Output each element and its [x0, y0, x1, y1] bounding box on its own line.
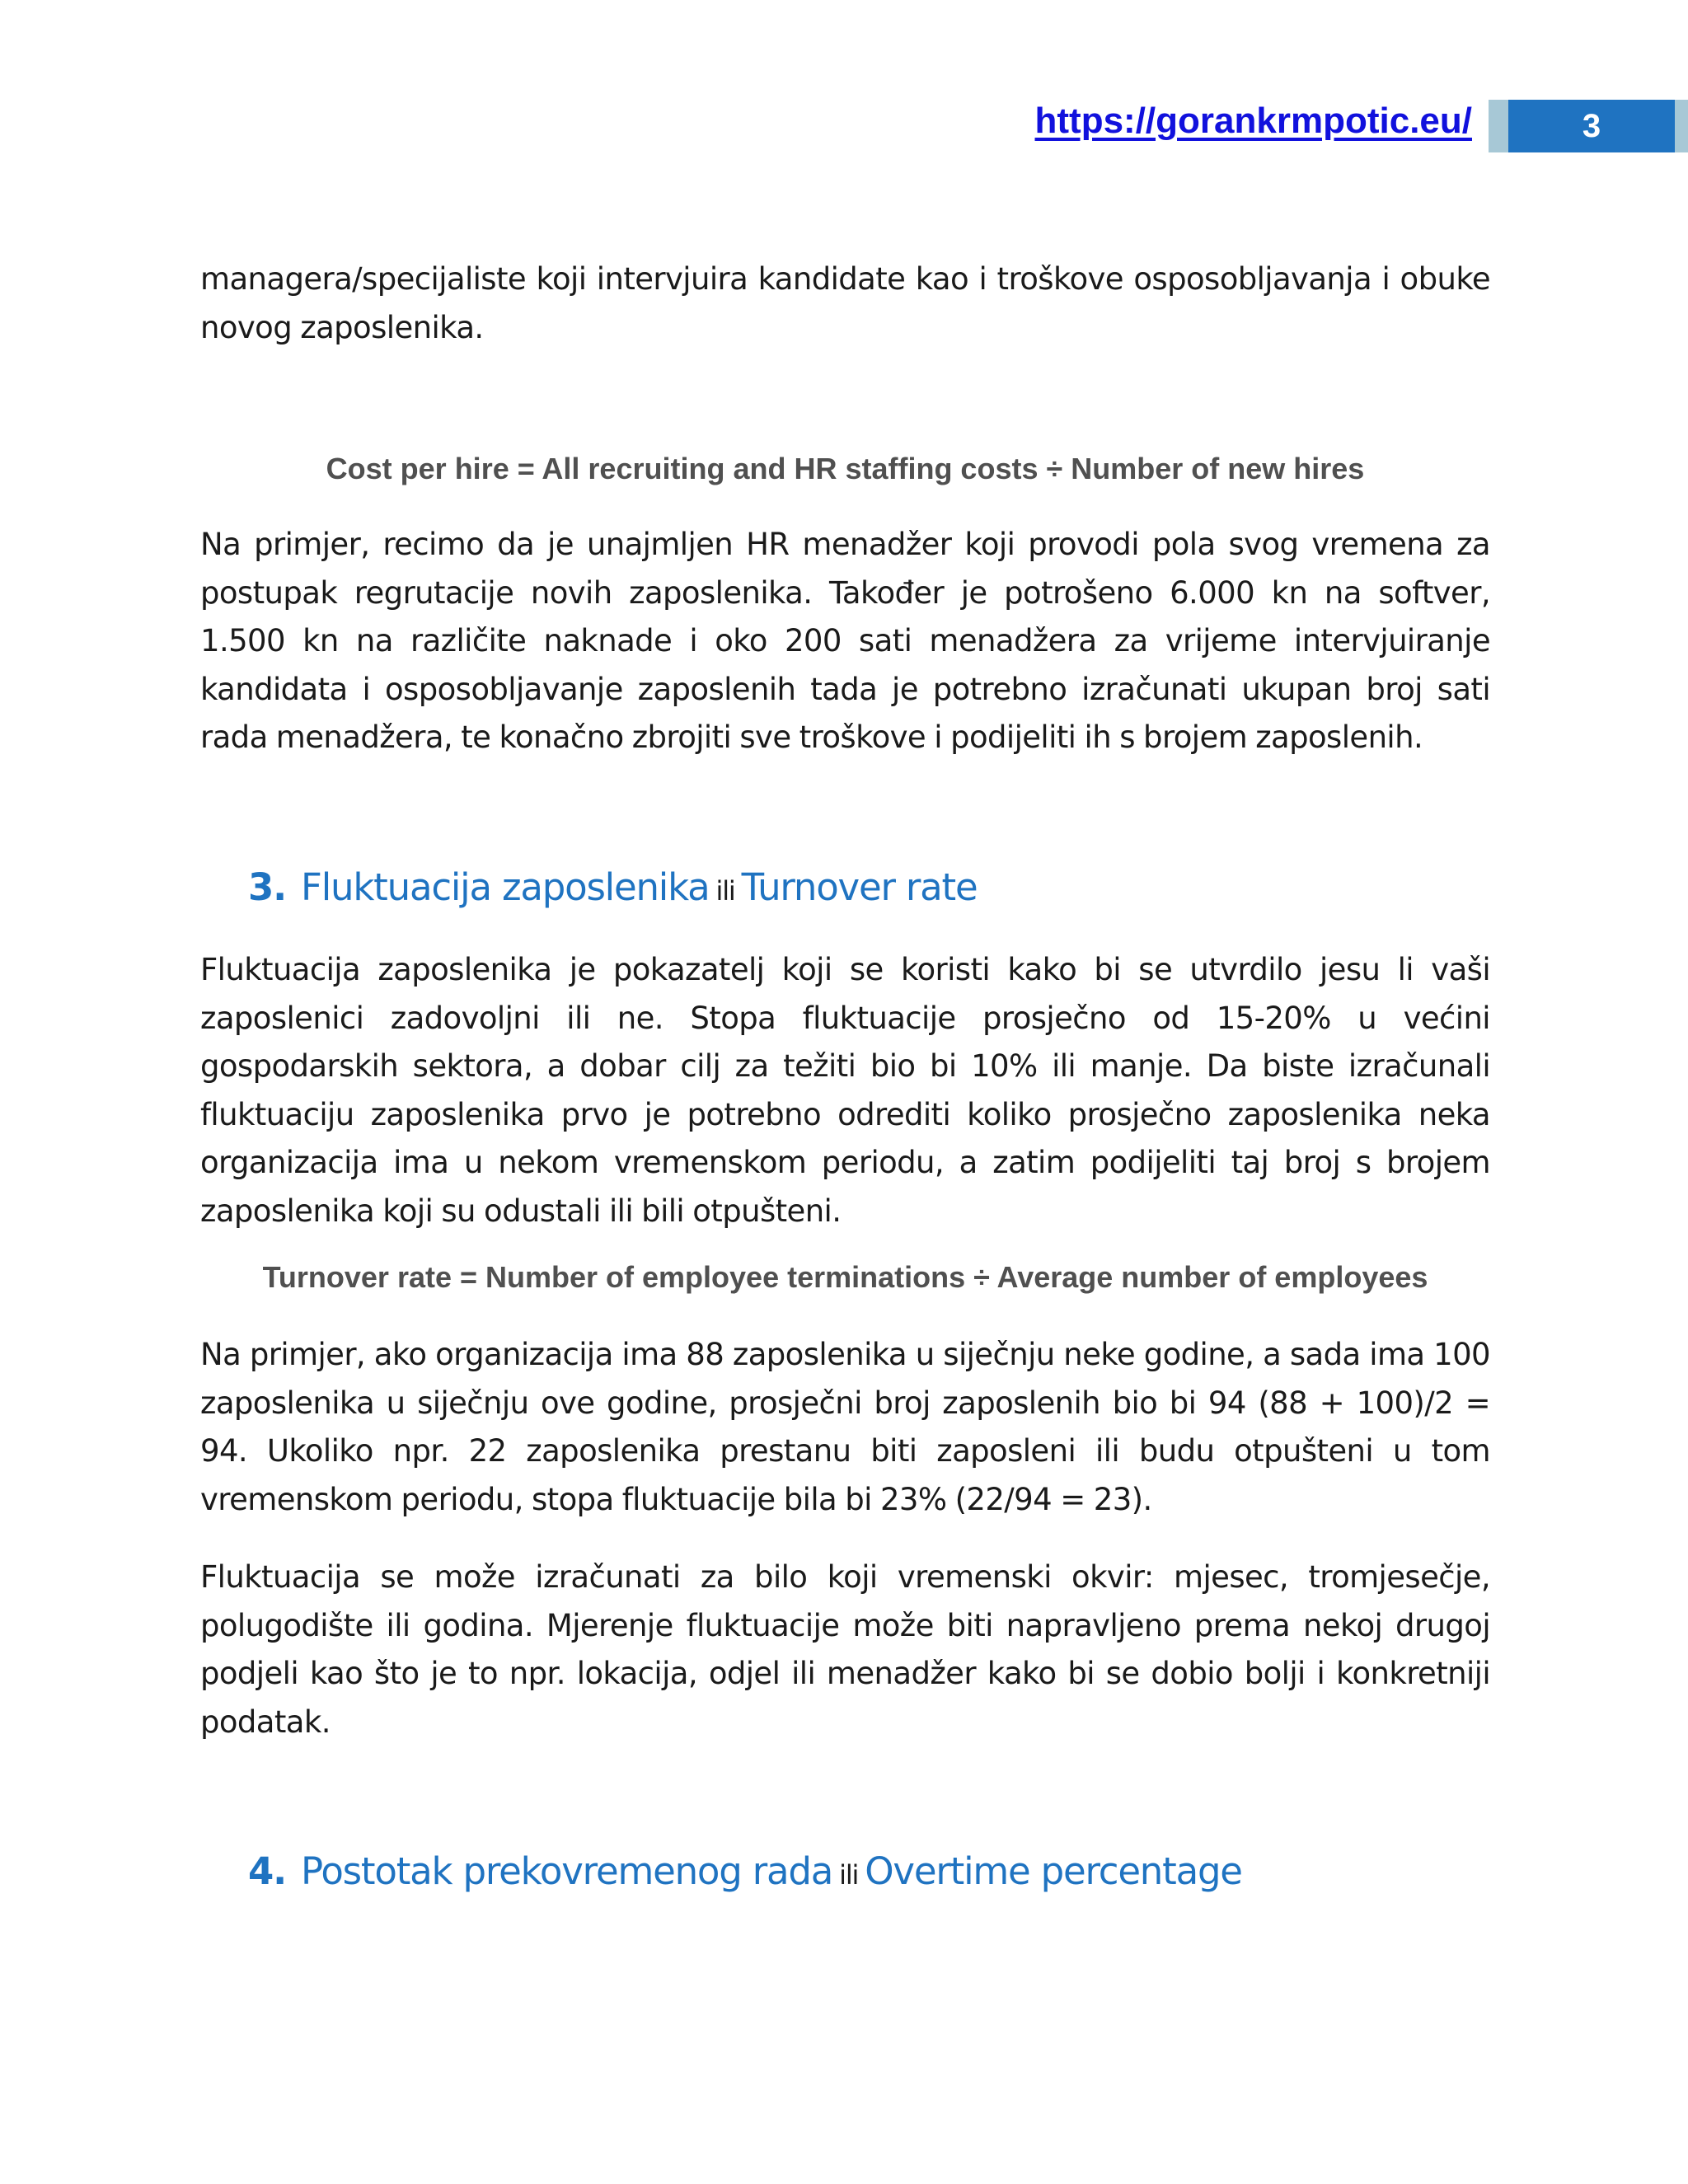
section-heading-turnover [248, 865, 978, 909]
paragraph-intro-continuation: managera/specijaliste koji intervjuira kandidate kao i troškove osposobljavanja i obuke novog zaposlenika. [200, 261, 1490, 345]
paragraph-turnover-timeframe: Fluktuacija se može izračunati za bilo koji vremenski okvir: mjesec, tromjesečje, polugodište ili godina. Mjerenje fluktuacije može biti napravljeno prema nekoj drugoj podjeli kao što je to npr. lokacija, odjel ili menadžer kako bi se dobio bolji i konkretniji podatak. [200, 1559, 1490, 1740]
page-tab-left-accent [1489, 100, 1508, 152]
page-number-box [1508, 100, 1675, 152]
section-number: 4. [248, 1849, 287, 1893]
section-connector: ili [839, 1859, 859, 1891]
formula-turnover-rate: Turnover rate = Number of employee terminations ÷ Average number of employees [262, 1260, 1428, 1294]
section-title-en: Turnover rate [741, 865, 978, 909]
section-title-hr: Postotak prekovremenog rada [301, 1849, 833, 1893]
section-title-en: Overtime percentage [865, 1849, 1242, 1893]
section-title-hr: Fluktuacija zaposlenika [301, 865, 710, 909]
formula-cost-per-hire: Cost per hire = All recruiting and HR staffing costs ÷ Number of new hires [326, 452, 1365, 485]
section-number: 3. [248, 865, 287, 909]
page-number: 3 [1582, 107, 1601, 144]
paragraph-cost-example: Na primjer, recimo da je unajmljen HR menadžer koji provodi pola svog vremena za postupak regrutacije novih zaposlenika. Također je potrošeno 6.000 kn na softver, 1.500 kn na različite naknade i oko 200 sati menadžera za vrijeme intervjuiranje kandidata i osposobljavanje zaposlenih tada je potrebno izračunati ukupan broj sati rada menadžera, te konačno zbrojiti sve troškove i podijeliti ih s brojem zaposlenih. [200, 527, 1490, 755]
paragraph-turnover-definition: Fluktuacija zaposlenika je pokazatelj koji se koristi kako bi se utvrdilo jesu li vaši zaposlenici zadovoljni ili ne. Stopa fluktuacije prosječno od 15-20% u većini gospodarskih sektora, a dobar cilj za težiti bio bi 10% ili manje. Da biste izračunali fluktuaciju zaposlenika prvo je potrebno odrediti koliko prosječno zaposlenika neka organizacija ima u nekom vremenskom periodu, a zatim podijeliti taj broj s brojem zaposlenika koji su odustali ili bili otpušteni. [200, 952, 1490, 1229]
paragraph-turnover-example: Na primjer, ako organizacija ima 88 zaposlenika u siječnju neke godine, a sada ima 100 zaposlenika u siječnju ove godine, prosječni broj zaposlenih bio bi 94 (88 + 100)/2 = 94. Ukoliko npr. 22 zaposlenika prestanu biti zaposleni ili budu otpušteni u tom vremenskom periodu, stopa fluktuacije bila bi 23% (22/94 = 23). [200, 1337, 1490, 1517]
section-connector: ili [715, 875, 735, 907]
section-heading-overtime [248, 1849, 1242, 1893]
site-url-link[interactable]: https://gorankrmpotic.eu/ [1034, 101, 1472, 141]
page-tab-right-accent [1675, 100, 1688, 152]
